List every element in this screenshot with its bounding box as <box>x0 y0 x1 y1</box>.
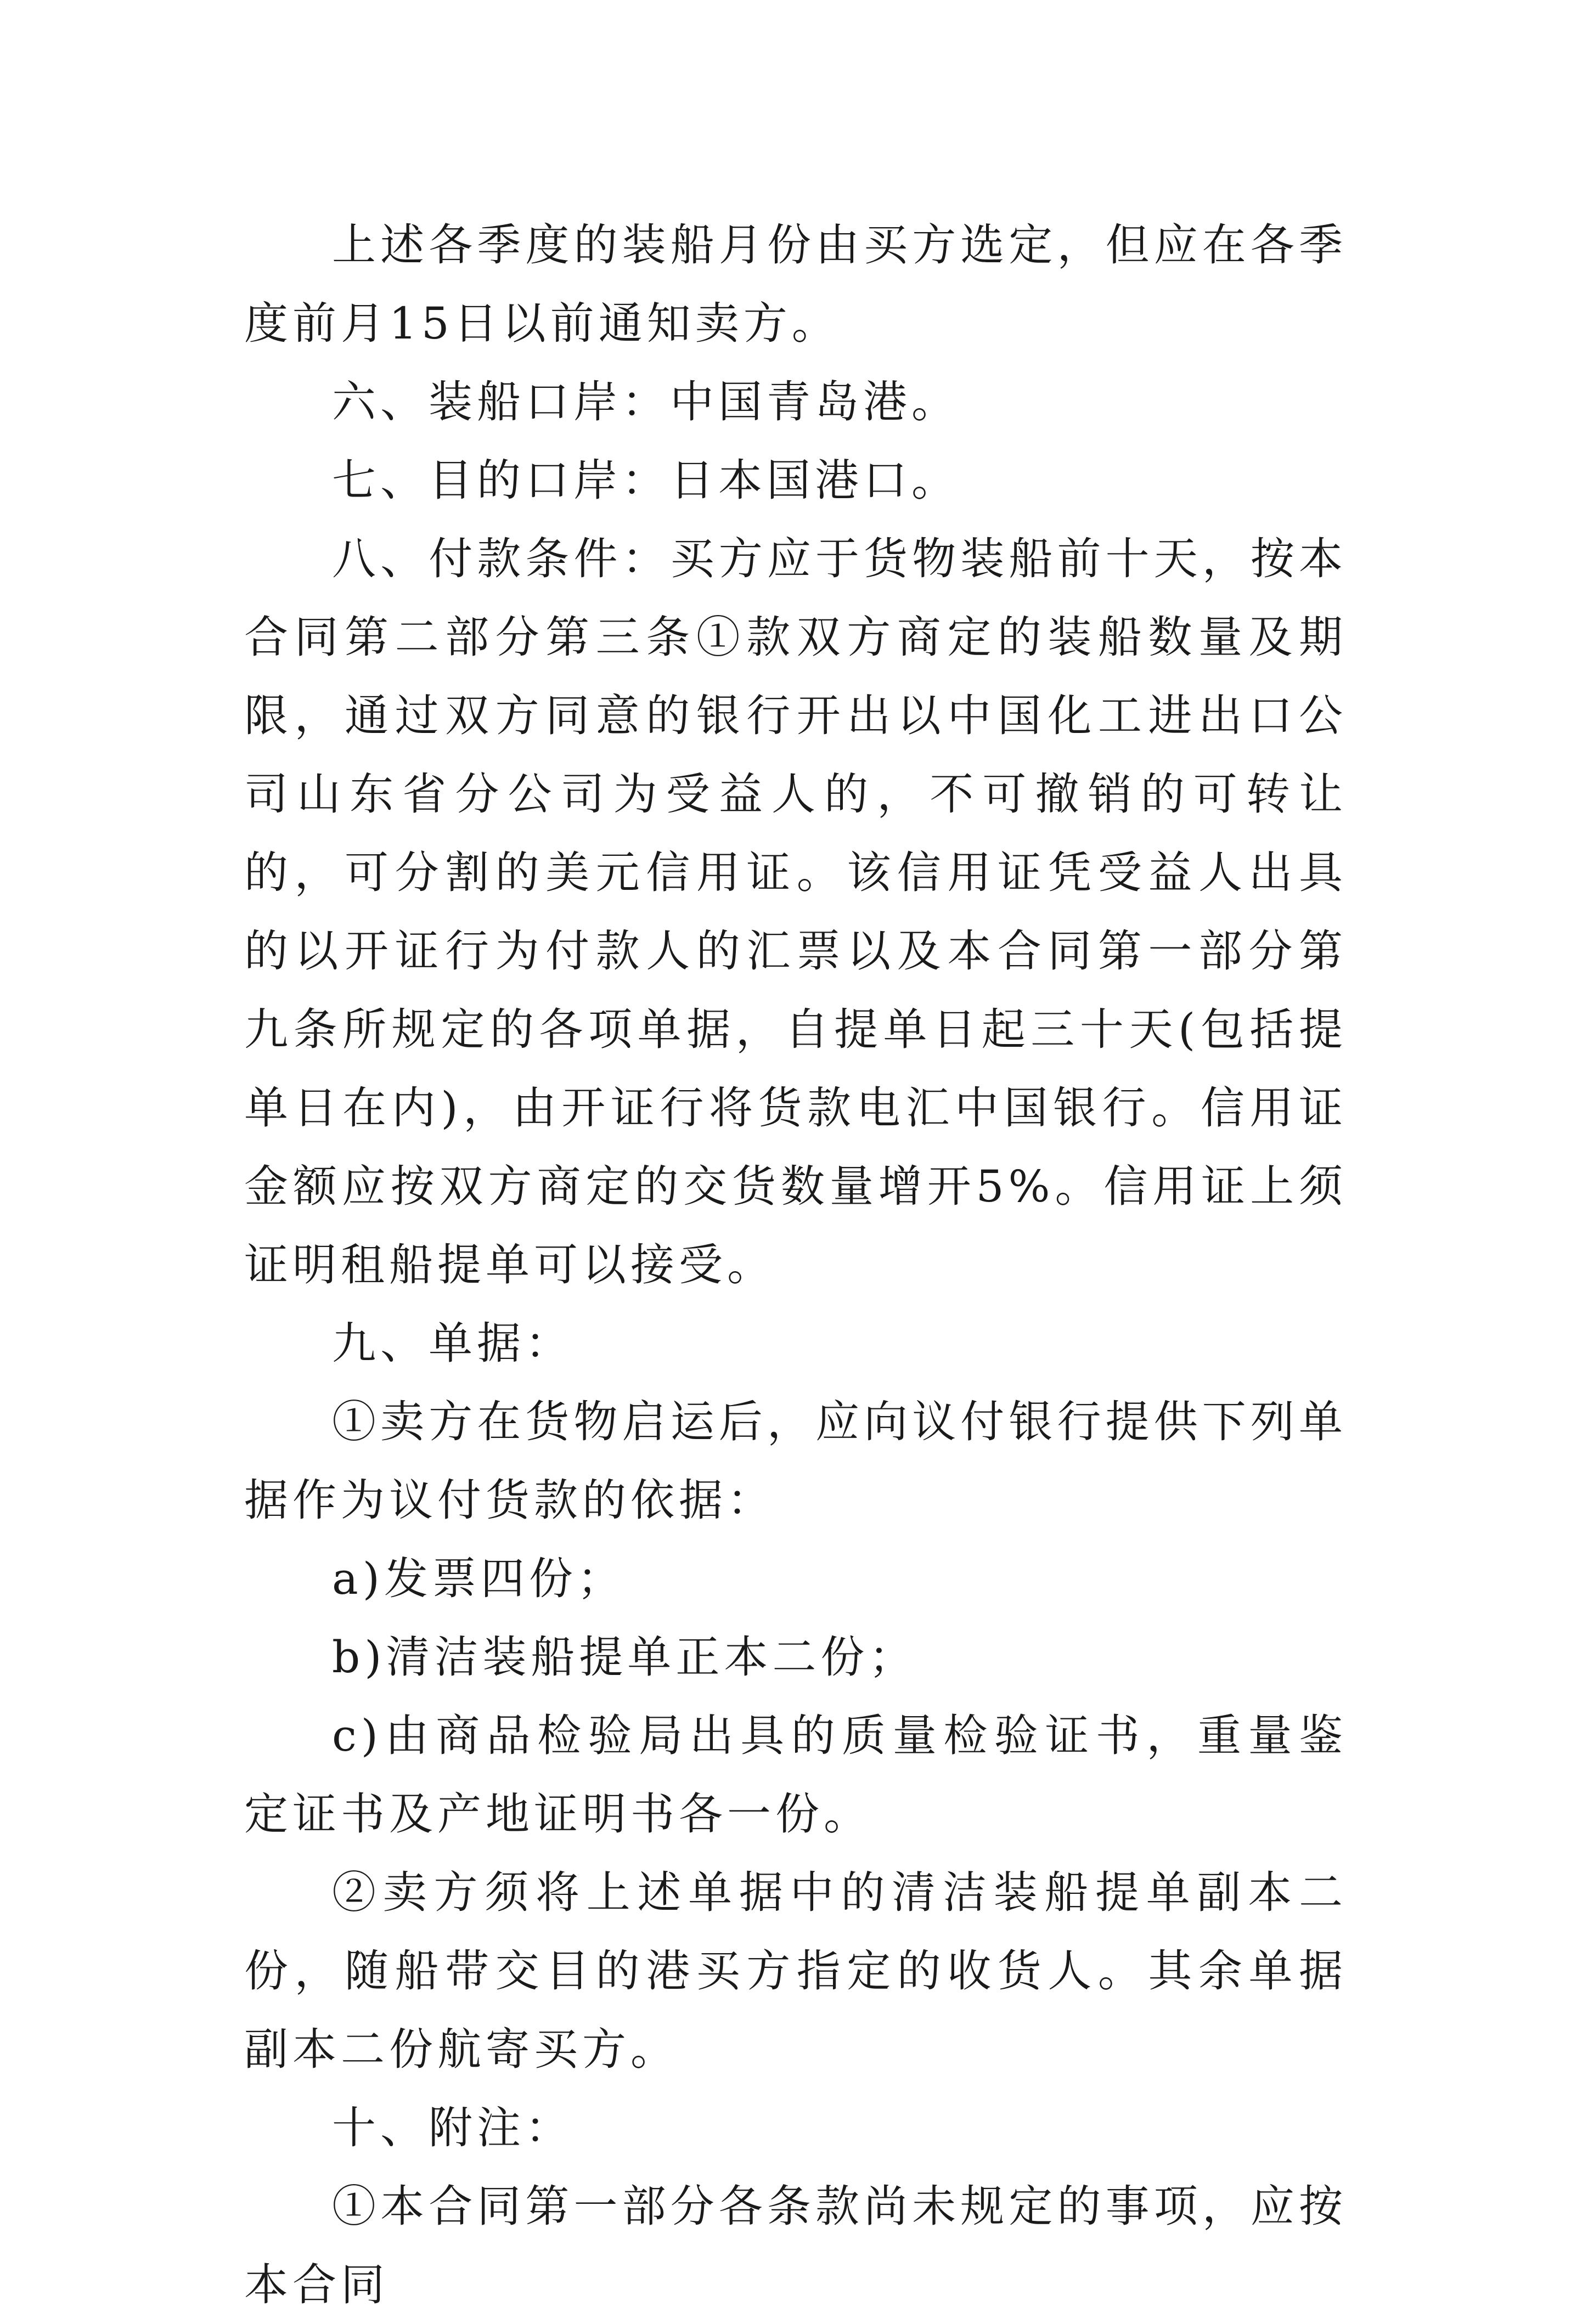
paragraph-documents-item-b: b)清洁装船提单正本二份； <box>332 1632 917 1683</box>
paragraph-payment-terms: 八、付款条件：买方应于货物装船前十天，按本合同第二部分第三条①款双方商定的装船数量及期限，通过双方同意的银行开出以中国化工进出口公司山东省分公司为受益人的，不可撤销的可转让的，可分割的美元信用证。该信用证凭受益人出具的以开证行为付款人的汇票以及本合同第一部分第九条所规定的各项单据，自提单日起三十天(包括提单日在内)，由开证行将货款电汇中国银行。信用证金额应按双方商定的交货数量增开5%。信用证上须证明租船提单可以接受。 <box>244 533 1347 1290</box>
paragraph-port-of-destination: 七、目的口岸：日本国港口。 <box>332 455 960 506</box>
paragraph-remarks-heading: 十、附注： <box>332 2102 573 2153</box>
paragraph-documents-item-c: c)由商品检验局出具的质量检验证书，重量鉴定证书及产地证明书各一份。 <box>244 1710 1347 1840</box>
paragraph-documents-item-a: a)发票四份； <box>332 1553 626 1604</box>
paragraph-shipment-month: 上述各季度的装船月份由买方选定，但应在各季度前月15日以前通知卖方。 <box>244 219 1347 349</box>
document-body <box>244 206 1347 2324</box>
paragraph-documents-heading: 九、单据： <box>332 1318 573 1369</box>
paragraph-documents-clause-2: ②卖方须将上述单据中的清洁装船提单副本二份，随船带交目的港买方指定的收货人。其余单据副本二份航寄买方。 <box>244 1867 1347 2075</box>
paragraph-remarks-clause-1: ①本合同第一部分各条款尚未规定的事项，应按本合同 <box>244 2181 1347 2310</box>
paragraph-documents-clause-1: ①卖方在货物启运后，应向议付银行提供下列单据作为议付货款的依据： <box>244 1396 1347 1526</box>
paragraph-port-of-loading: 六、装船口岸：中国青岛港。 <box>332 376 960 427</box>
